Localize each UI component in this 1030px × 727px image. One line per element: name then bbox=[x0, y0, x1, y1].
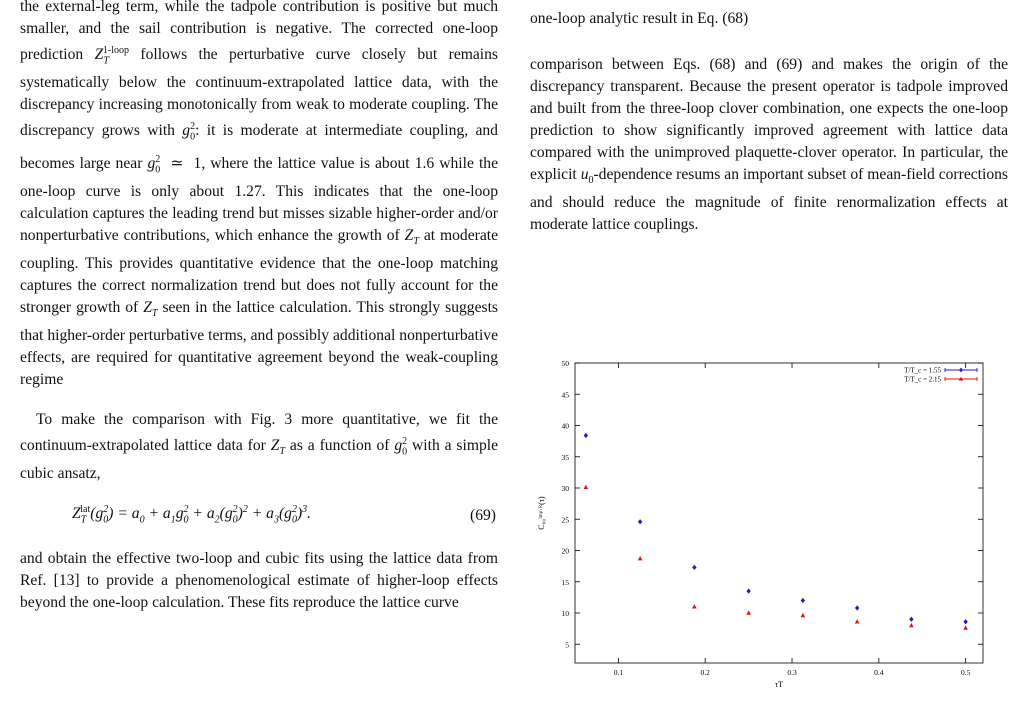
data-point-diamond bbox=[963, 619, 967, 624]
text-run: the external-leg term, while the tadpole contribution is positive but much smaller, and the sail contribution is negative. The corrected one-loop prediction bbox=[20, 0, 498, 64]
data-point-diamond bbox=[855, 605, 859, 610]
x-tick-label: 0.3 bbox=[787, 668, 797, 677]
equation-body: $Z_T^{lat}(g_0^2) = a_0 + a_1g_0^2 + a_2(g_0^2)^2 + a_3(g_0^2)^3$. bbox=[72, 504, 312, 526]
equation-number: (69) bbox=[470, 506, 496, 524]
data-point-triangle bbox=[909, 623, 914, 627]
y-tick-label: 50 bbox=[561, 359, 569, 368]
y-tick-label: 40 bbox=[561, 421, 569, 431]
y-tick-label: 5 bbox=[565, 640, 569, 650]
equation-69 bbox=[20, 499, 498, 531]
right-column bbox=[530, 0, 1008, 236]
right-paragraph-1: comparison between Eqs. (68) and (69) and makes the origin of the discrepancy transparent. Because the present operator is tadpole improved and built from the three-loop clover combination, one expects the one-loop prediction to show significantly improved agreement with lattice data compared with the unimproved plaquette-clover operator. In particular, the explicit $u_0$-dependence resums an important subset of mean-field corrections and should reduce the magnitude of finite renormalization effects at moderate lattice couplings. bbox=[530, 56, 1008, 234]
data-point-diamond bbox=[746, 589, 750, 594]
y-tick-label: 15 bbox=[561, 577, 569, 587]
y-tick-label: 10 bbox=[561, 609, 569, 618]
scatter-chart bbox=[530, 350, 1008, 722]
x-tick-label: 0.5 bbox=[960, 668, 971, 677]
data-point-triangle bbox=[855, 619, 860, 623]
left-paragraph-2: To make the comparison with Fig. 3 more quantitative, we fit the continuum-extrapolated lattice data for $Z_T$ as a function of $g_0^2$ with a simple cubic ansatz, bbox=[20, 411, 499, 483]
data-point-triangle bbox=[692, 604, 697, 608]
left-column bbox=[20, 0, 498, 614]
data-point-triangle bbox=[801, 613, 806, 617]
y-tick-label: 20 bbox=[561, 546, 569, 556]
data-point-diamond bbox=[638, 519, 642, 524]
y-tick-label: 30 bbox=[561, 484, 569, 493]
correlator-figure bbox=[530, 350, 1008, 722]
left-paragraph-1: the external-leg term, while the tadpole contribution is positive but much smaller, and the sail contribution is negative. The corrected one-loop prediction $Z_T^{1-loop}$ follows the perturbative curve closely but remains systematically below the continuum-extrapolated lattice data, with the discrepancy increasing monotonically from weak to moderate coupling. The discrepancy grows with $g_0^2$: it is moderate at intermediate coupling, and becomes large near $g_0^2$ ≃ 1, where the lattice value is about 1.6 while the one-loop curve is only about 1.27. This indicates that the one-loop calculation captures the leading trend but misses sizable higher-order and/or nonperturbative contributions, which enhance the growth of $Z_T$ at moderate coupling. This provides quantitative evidence that the one-loop matching captures the correct normalization trend but does not fully account for the stronger growth of $Z_T$ seen in the lattice calculation. This strongly suggests that higher-order perturbative terms, and possibly additional nonperturbative effects, are required for quantitative agreement beyond the weak-coupling regime bbox=[20, 0, 498, 389]
figure-caption-tail: one-loop analytic result in Eq. (68) bbox=[530, 10, 749, 27]
data-point-triangle bbox=[638, 556, 643, 560]
data-point-triangle bbox=[963, 625, 968, 629]
plot-frame bbox=[575, 363, 983, 663]
left-paragraph-3: and obtain the effective two-loop and cubic fits using the lattice data from Ref. [13] to provide a phenomenological estimate of higher-loop effects beyond the one-loop calculation. These fits reproduce the lattice curve bbox=[20, 549, 498, 611]
y-tick-label: 35 bbox=[561, 452, 569, 462]
x-tick-label: 0.2 bbox=[700, 668, 710, 677]
y-axis-label: C₀₀ᴵᵐᵖ·ᴿ(τ) bbox=[537, 496, 546, 530]
y-tick-label: 25 bbox=[561, 515, 569, 525]
x-tick-label: 0.1 bbox=[613, 668, 624, 677]
legend-marker bbox=[959, 368, 963, 373]
y-tick-label: 45 bbox=[561, 390, 569, 400]
legend-label: T/T_c = 2.15 bbox=[904, 375, 941, 384]
data-point-triangle bbox=[746, 610, 751, 614]
data-point-diamond bbox=[801, 598, 805, 603]
x-axis-label: τT bbox=[774, 680, 784, 689]
data-point-triangle bbox=[584, 485, 589, 489]
data-point-diamond bbox=[584, 433, 588, 438]
data-point-diamond bbox=[692, 565, 696, 570]
x-tick-label: 0.4 bbox=[874, 668, 884, 677]
data-point-diamond bbox=[909, 617, 913, 622]
legend-label: T/T_c = 1.55 bbox=[904, 366, 941, 375]
